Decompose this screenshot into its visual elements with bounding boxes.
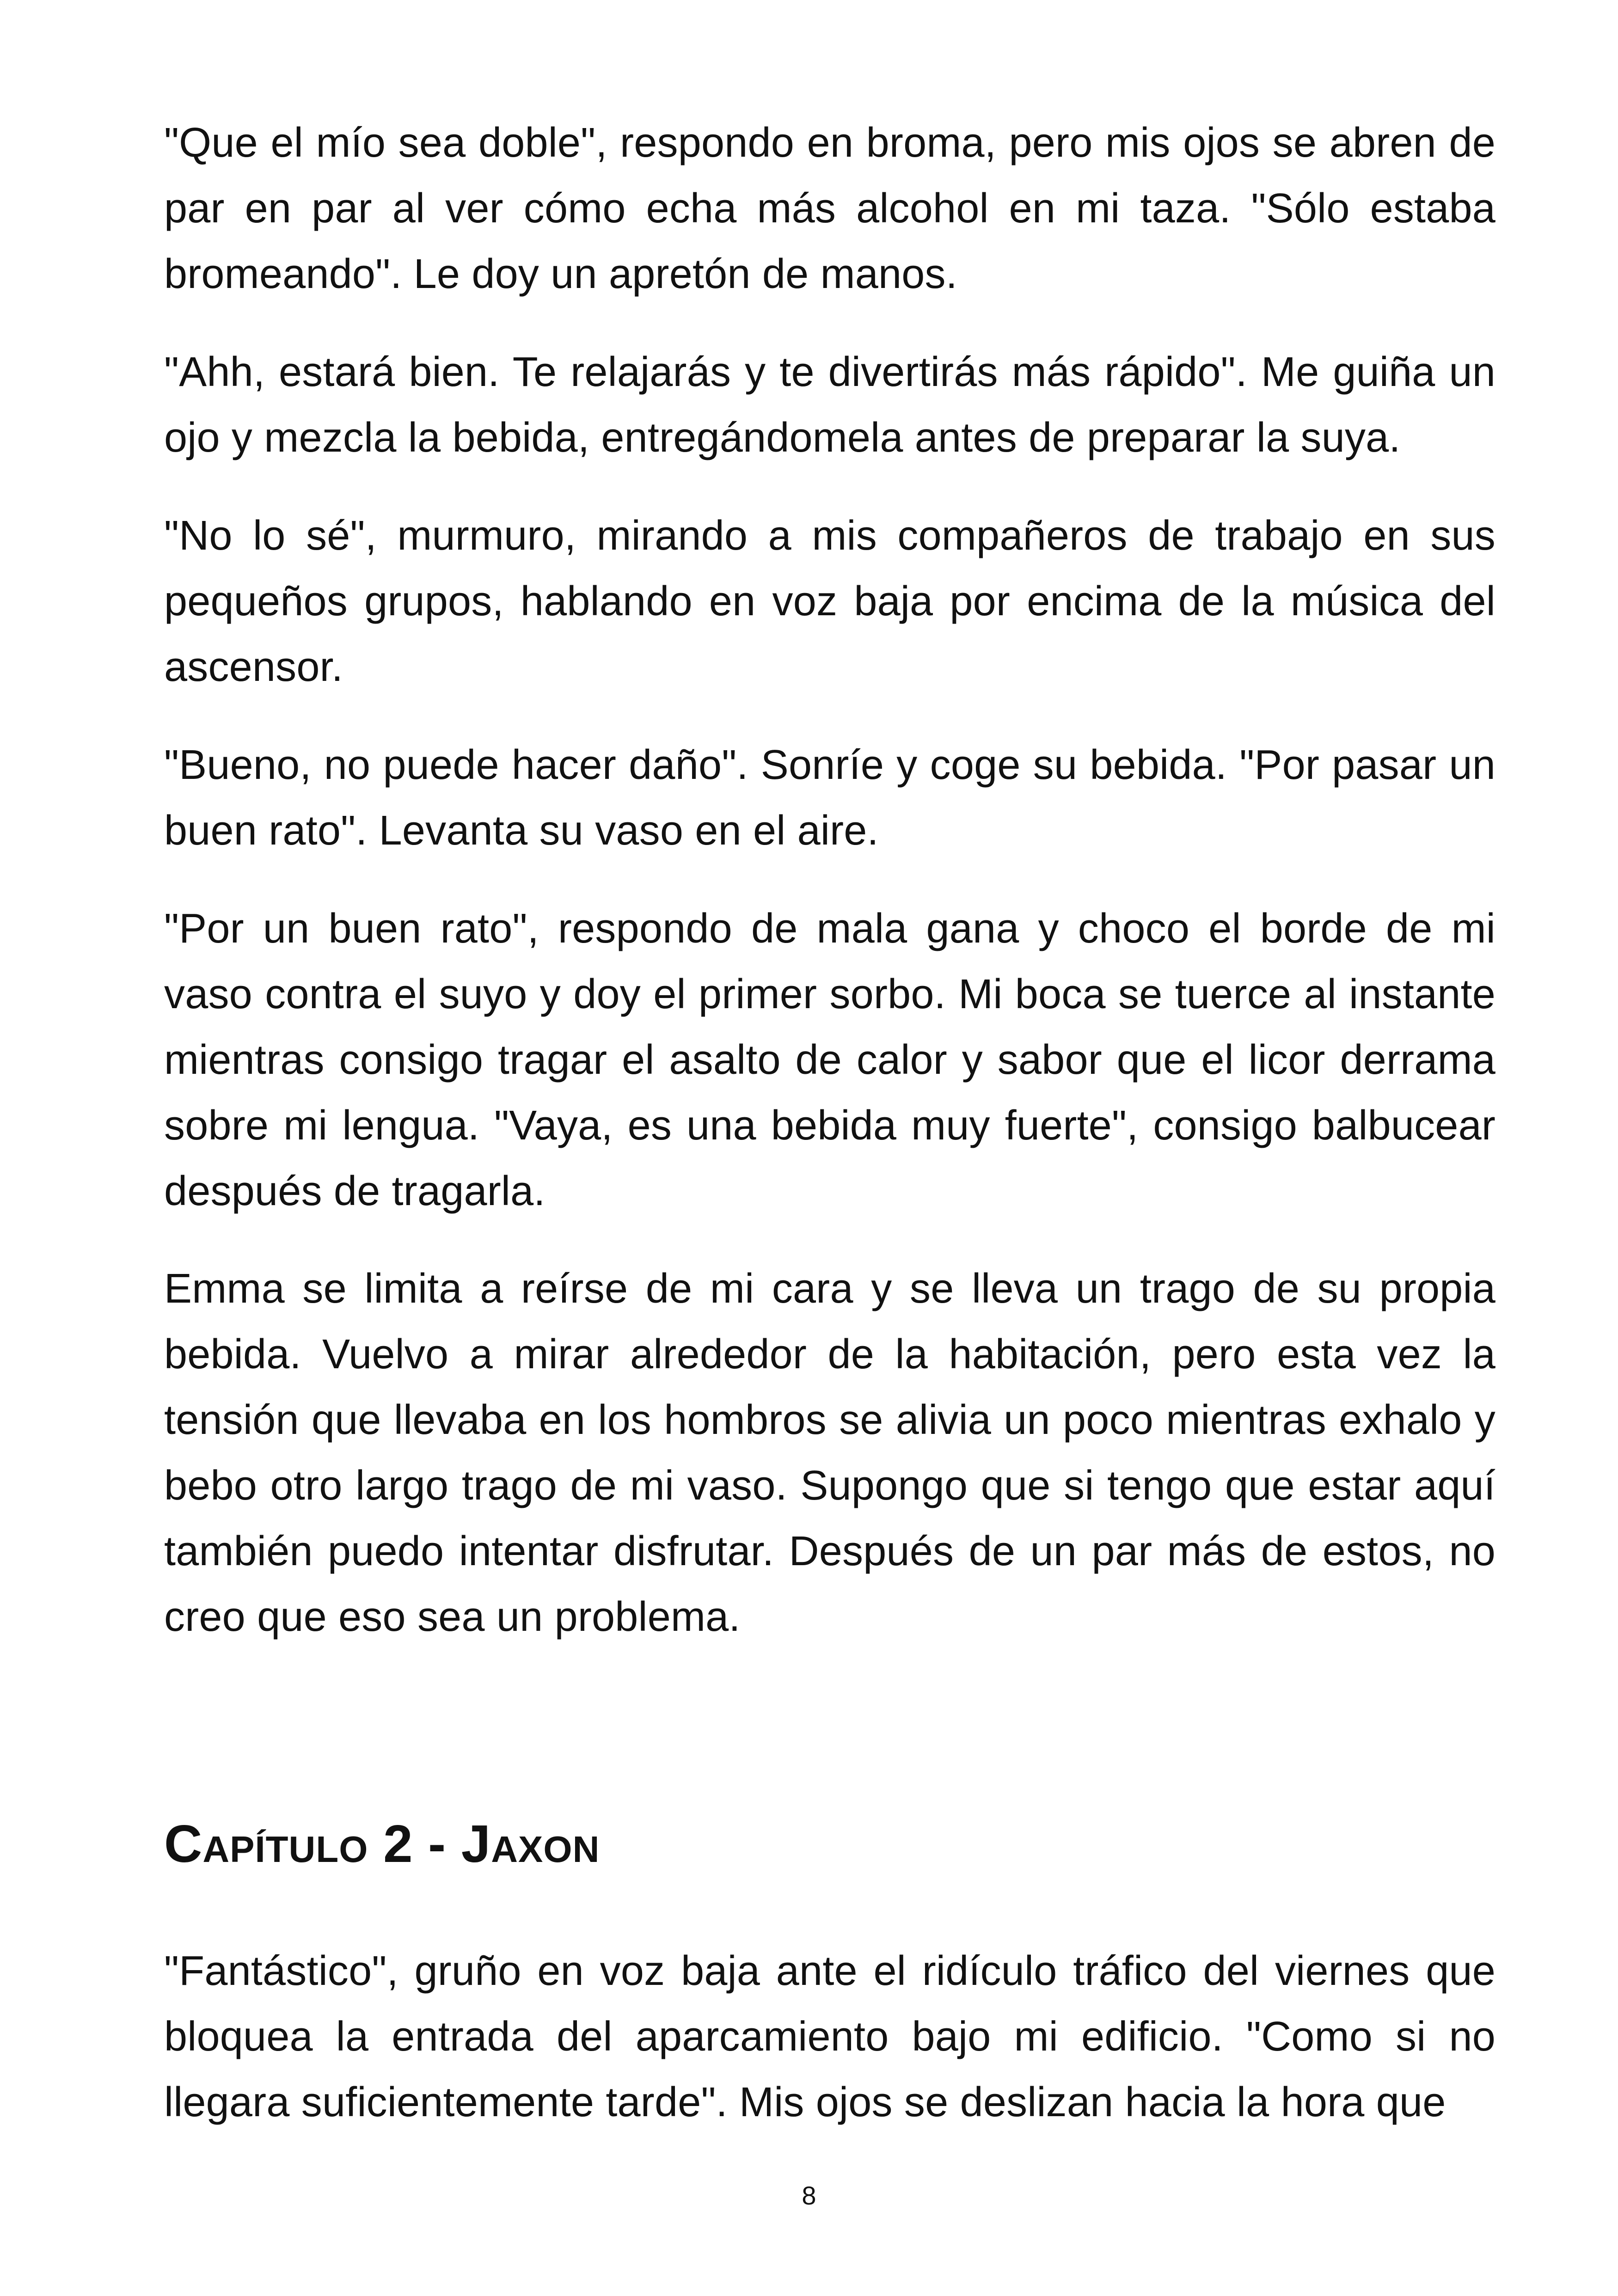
- paragraph: "Bueno, no puede hacer daño". Sonríe y coge su bebida. "Por pasar un buen rato". Levanta su vaso en el aire.: [164, 742, 1495, 854]
- paragraph: "Que el mío sea doble", respondo en broma, pero mis ojos se abren de par en par al ver cómo echa más alcohol en mi taza. "Sólo estaba bromeando". Le doy un apretón de manos.: [164, 120, 1495, 297]
- page-number: 8: [802, 2181, 816, 2210]
- chapter-heading-text: Capítulo 2 - Jaxon: [164, 1815, 600, 1874]
- paragraph: "Por un buen rato", respondo de mala gana y choco el borde de mi vaso contra el suyo y doy el primer sorbo. Mi boca se tuerce al instante mientras consigo tragar el asalto de calor y sabor que el licor derrama sobre mi lengua. "Vaya, es una bebida muy fuerte", consigo balbucear después de tragarla.: [164, 906, 1495, 1214]
- chapter-opening-paragraph: "Fantástico", gruño en voz baja ante el ridículo tráfico del viernes que bloquea la entrada del aparcamiento bajo mi edificio. "Como si no llegara suficientemente tarde". Mis ojos se deslizan hacia la hora que: [164, 1948, 1495, 2125]
- chapter-heading: [164, 1812, 600, 1877]
- paragraph: Emma se limita a reírse de mi cara y se lleva un trago de su propia bebida. Vuelvo a mirar alrededor de la habitación, pero esta vez la tensión que llevaba en los hombros se alivia un poco mientras exhalo y bebo otro largo trago de mi vaso. Supongo que si tengo que estar aquí también puedo intentar disfrutar. Después de un par más de estos, no creo que eso sea un problema.: [164, 1266, 1495, 1640]
- paragraph: "Ahh, estará bien. Te relajarás y te divertirás más rápido". Me guiña un ojo y mezcla la bebida, entregándomela antes de preparar la suya.: [164, 349, 1495, 461]
- paragraph: "No lo sé", murmuro, mirando a mis compañeros de trabajo en sus pequeños grupos, hablando en voz baja por encima de la música del ascensor.: [164, 513, 1495, 690]
